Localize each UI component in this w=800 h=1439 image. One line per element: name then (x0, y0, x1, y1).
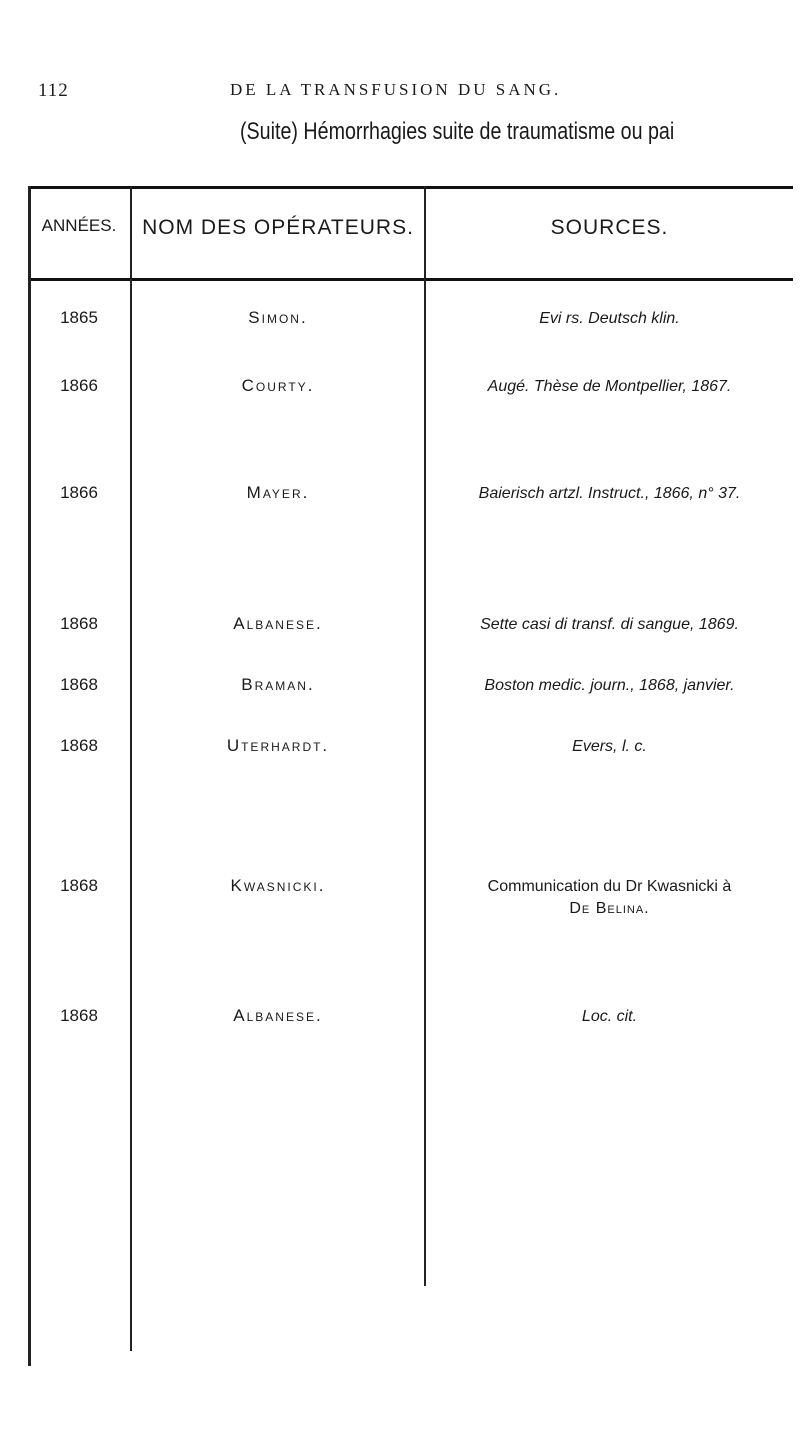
source-text: Sette casi di transf. di sangue, 1869. (480, 616, 739, 633)
source-text: Augé. Thèse de Montpellier, 1867. (487, 378, 732, 395)
source-text: Baierisch artzl. Instruct., 1866, n° 37. (478, 485, 741, 502)
table (28, 186, 796, 1366)
source-text: Evi rs. Deutsch klin. (539, 310, 680, 327)
source-text: Boston medic. journ., 1868, janvier. (484, 677, 735, 694)
table-top-rule (28, 186, 793, 189)
column-divider-1 (130, 186, 132, 1351)
operator-cell: Uterhardt. (226, 736, 330, 755)
operator-cell: Albanese. (233, 1006, 323, 1025)
source-text: Loc. cit. (581, 1008, 638, 1025)
column-header-operators: NOM DES OPÉRATEURS. (142, 216, 414, 239)
table-header-rule (28, 278, 793, 281)
source-text: Evers, l. c. (572, 738, 647, 755)
source-cell (426, 675, 793, 697)
source-text: Communication du Dr Kwasnicki à (487, 878, 732, 895)
source-cell (426, 736, 793, 758)
operator-cell: Kwasnicki. (230, 876, 326, 895)
column-header-sources: SOURCES. (550, 216, 669, 239)
operator-cell: Mayer. (246, 483, 310, 502)
year-cell: 1868 (60, 675, 98, 694)
source-cell (426, 614, 793, 636)
year-cell: 1868 (60, 614, 98, 633)
year-cell: 1866 (60, 376, 98, 395)
source-text-continued: De Belina. (569, 900, 650, 917)
page-number: 112 (38, 80, 69, 101)
year-cell: 1865 (60, 308, 98, 327)
operator-cell: Albanese. (233, 614, 323, 633)
source-cell (426, 376, 793, 398)
running-head (0, 80, 800, 104)
source-cell (426, 1006, 793, 1028)
table-title: (Suite) Hémorrhagies suite de traumatisme ou pai (240, 118, 675, 145)
year-cell: 1868 (60, 876, 98, 895)
year-cell: 1866 (60, 483, 98, 502)
column-header-years: ANNÉES. (41, 216, 117, 235)
source-cell (426, 308, 793, 330)
year-cell: 1868 (60, 1006, 98, 1025)
table-left-border (28, 186, 31, 1366)
source-cell (426, 483, 793, 505)
operator-cell: Braman. (241, 675, 315, 694)
operator-cell: Simon. (248, 308, 308, 327)
year-cell: 1868 (60, 736, 98, 755)
running-title: DE LA TRANSFUSION DU SANG. (230, 80, 562, 99)
source-cell (426, 876, 793, 920)
operator-cell: Courty. (241, 376, 315, 395)
